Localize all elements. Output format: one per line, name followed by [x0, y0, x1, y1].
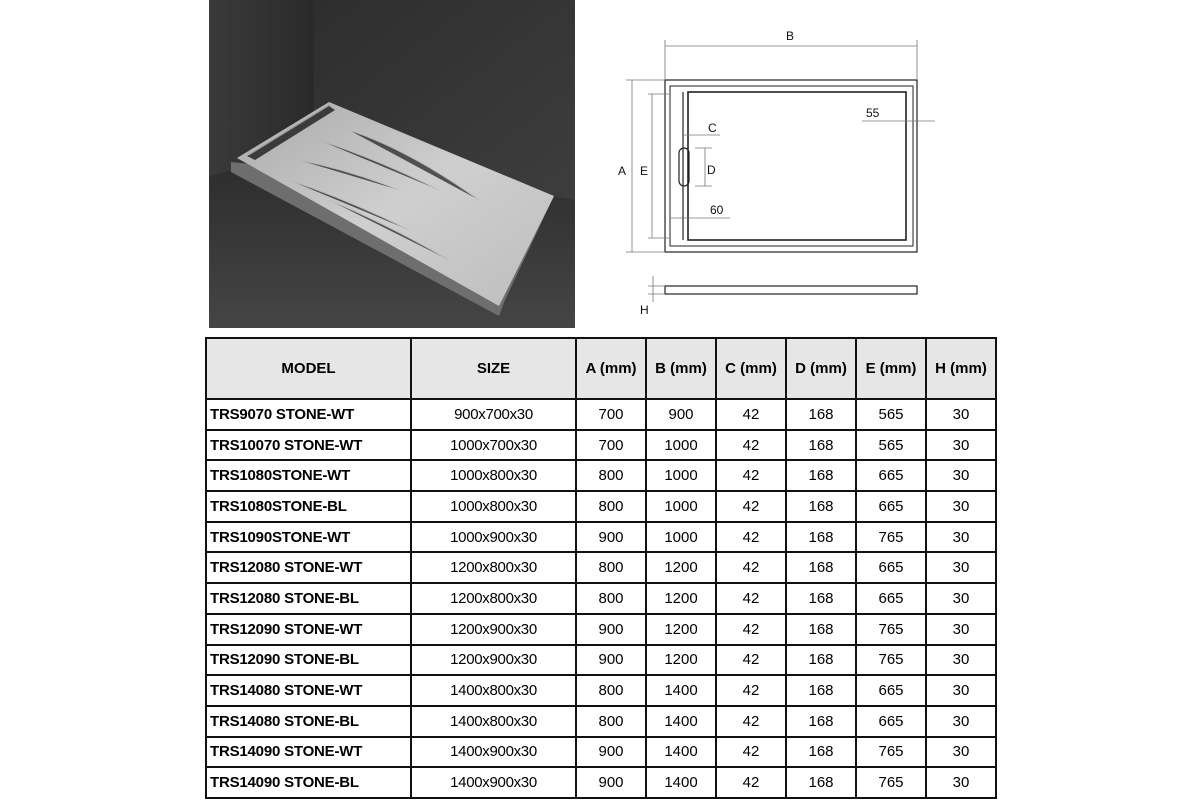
a-cell: 900	[576, 767, 646, 798]
header-h: H (mm)	[926, 338, 996, 399]
label-D: D	[707, 163, 716, 177]
size-cell: 1200x900x30	[411, 645, 576, 676]
header-model: MODEL	[206, 338, 411, 399]
a-cell: 900	[576, 737, 646, 768]
table-row	[206, 675, 996, 706]
header-b: B (mm)	[646, 338, 716, 399]
d-cell: 168	[786, 645, 856, 676]
b-cell: 1000	[646, 460, 716, 491]
table-row	[206, 460, 996, 491]
model-cell: TRS9070 STONE-WT	[206, 399, 411, 430]
h-cell: 30	[926, 645, 996, 676]
d-cell: 168	[786, 614, 856, 645]
label-C: C	[708, 121, 717, 135]
a-cell: 900	[576, 614, 646, 645]
b-cell: 900	[646, 399, 716, 430]
label-H: H	[640, 303, 649, 317]
b-cell: 1400	[646, 675, 716, 706]
a-cell: 700	[576, 399, 646, 430]
model-cell: TRS14090 STONE-WT	[206, 737, 411, 768]
h-cell: 30	[926, 399, 996, 430]
e-cell: 665	[856, 675, 926, 706]
d-cell: 168	[786, 767, 856, 798]
spec-table	[205, 337, 997, 799]
d-cell: 168	[786, 491, 856, 522]
size-cell: 1000x700x30	[411, 430, 576, 461]
label-A: A	[618, 164, 627, 178]
d-cell: 168	[786, 583, 856, 614]
header-size: SIZE	[411, 338, 576, 399]
size-cell: 1400x900x30	[411, 767, 576, 798]
e-cell: 665	[856, 583, 926, 614]
model-cell: TRS1090STONE-WT	[206, 522, 411, 553]
model-cell: TRS14080 STONE-BL	[206, 706, 411, 737]
label-B: B	[786, 29, 795, 43]
size-cell: 1200x900x30	[411, 614, 576, 645]
a-cell: 800	[576, 583, 646, 614]
c-cell: 42	[716, 552, 786, 583]
model-cell: TRS12080 STONE-BL	[206, 583, 411, 614]
a-cell: 900	[576, 522, 646, 553]
d-cell: 168	[786, 737, 856, 768]
c-cell: 42	[716, 737, 786, 768]
c-cell: 42	[716, 491, 786, 522]
b-cell: 1200	[646, 552, 716, 583]
product-photo	[209, 0, 575, 328]
h-cell: 30	[926, 460, 996, 491]
size-cell: 1200x800x30	[411, 552, 576, 583]
c-cell: 42	[716, 645, 786, 676]
e-cell: 765	[856, 737, 926, 768]
header-a: A (mm)	[576, 338, 646, 399]
h-cell: 30	[926, 491, 996, 522]
technical-drawing	[600, 0, 960, 328]
h-cell: 30	[926, 522, 996, 553]
header-d: D (mm)	[786, 338, 856, 399]
table-row	[206, 614, 996, 645]
tray-profile	[665, 286, 917, 294]
h-cell: 30	[926, 430, 996, 461]
h-cell: 30	[926, 675, 996, 706]
label-60: 60	[710, 203, 724, 217]
table-row	[206, 522, 996, 553]
size-cell: 1000x800x30	[411, 491, 576, 522]
d-cell: 168	[786, 675, 856, 706]
c-cell: 42	[716, 430, 786, 461]
a-cell: 800	[576, 460, 646, 491]
model-cell: TRS1080STONE-WT	[206, 460, 411, 491]
e-cell: 765	[856, 645, 926, 676]
e-cell: 765	[856, 522, 926, 553]
e-cell: 665	[856, 706, 926, 737]
table-header-row	[206, 338, 996, 399]
c-cell: 42	[716, 522, 786, 553]
table-row	[206, 399, 996, 430]
h-cell: 30	[926, 614, 996, 645]
b-cell: 1200	[646, 583, 716, 614]
size-cell: 1400x900x30	[411, 737, 576, 768]
size-cell: 1000x900x30	[411, 522, 576, 553]
h-cell: 30	[926, 706, 996, 737]
a-cell: 900	[576, 645, 646, 676]
table-body	[206, 399, 996, 798]
b-cell: 1000	[646, 430, 716, 461]
a-cell: 800	[576, 706, 646, 737]
table-row	[206, 583, 996, 614]
h-cell: 30	[926, 767, 996, 798]
c-cell: 42	[716, 706, 786, 737]
c-cell: 42	[716, 460, 786, 491]
b-cell: 1400	[646, 737, 716, 768]
a-cell: 800	[576, 675, 646, 706]
a-cell: 700	[576, 430, 646, 461]
label-E: E	[640, 164, 649, 178]
h-cell: 30	[926, 583, 996, 614]
size-cell: 1400x800x30	[411, 706, 576, 737]
c-cell: 42	[716, 767, 786, 798]
a-cell: 800	[576, 491, 646, 522]
model-cell: TRS1080STONE-BL	[206, 491, 411, 522]
e-cell: 765	[856, 614, 926, 645]
h-cell: 30	[926, 737, 996, 768]
d-cell: 168	[786, 552, 856, 583]
b-cell: 1200	[646, 645, 716, 676]
table-row	[206, 737, 996, 768]
b-cell: 1400	[646, 706, 716, 737]
model-cell: TRS12090 STONE-WT	[206, 614, 411, 645]
d-cell: 168	[786, 522, 856, 553]
c-cell: 42	[716, 583, 786, 614]
b-cell: 1000	[646, 491, 716, 522]
e-cell: 665	[856, 460, 926, 491]
a-cell: 800	[576, 552, 646, 583]
model-cell: TRS14080 STONE-WT	[206, 675, 411, 706]
table-row	[206, 430, 996, 461]
table-row	[206, 706, 996, 737]
table-row	[206, 767, 996, 798]
c-cell: 42	[716, 675, 786, 706]
h-cell: 30	[926, 552, 996, 583]
size-cell: 1200x800x30	[411, 583, 576, 614]
b-cell: 1200	[646, 614, 716, 645]
size-cell: 1400x800x30	[411, 675, 576, 706]
d-cell: 168	[786, 430, 856, 461]
header-c: C (mm)	[716, 338, 786, 399]
model-cell: TRS14090 STONE-BL	[206, 767, 411, 798]
d-cell: 168	[786, 460, 856, 491]
e-cell: 565	[856, 430, 926, 461]
c-cell: 42	[716, 399, 786, 430]
e-cell: 765	[856, 767, 926, 798]
b-cell: 1400	[646, 767, 716, 798]
d-cell: 168	[786, 399, 856, 430]
e-cell: 565	[856, 399, 926, 430]
size-cell: 900x700x30	[411, 399, 576, 430]
e-cell: 665	[856, 552, 926, 583]
model-cell: TRS10070 STONE-WT	[206, 430, 411, 461]
table-row	[206, 645, 996, 676]
model-cell: TRS12090 STONE-BL	[206, 645, 411, 676]
model-cell: TRS12080 STONE-WT	[206, 552, 411, 583]
header-e: E (mm)	[856, 338, 926, 399]
label-55: 55	[866, 106, 880, 120]
size-cell: 1000x800x30	[411, 460, 576, 491]
table-row	[206, 552, 996, 583]
d-cell: 168	[786, 706, 856, 737]
e-cell: 665	[856, 491, 926, 522]
c-cell: 42	[716, 614, 786, 645]
table-row	[206, 491, 996, 522]
b-cell: 1000	[646, 522, 716, 553]
